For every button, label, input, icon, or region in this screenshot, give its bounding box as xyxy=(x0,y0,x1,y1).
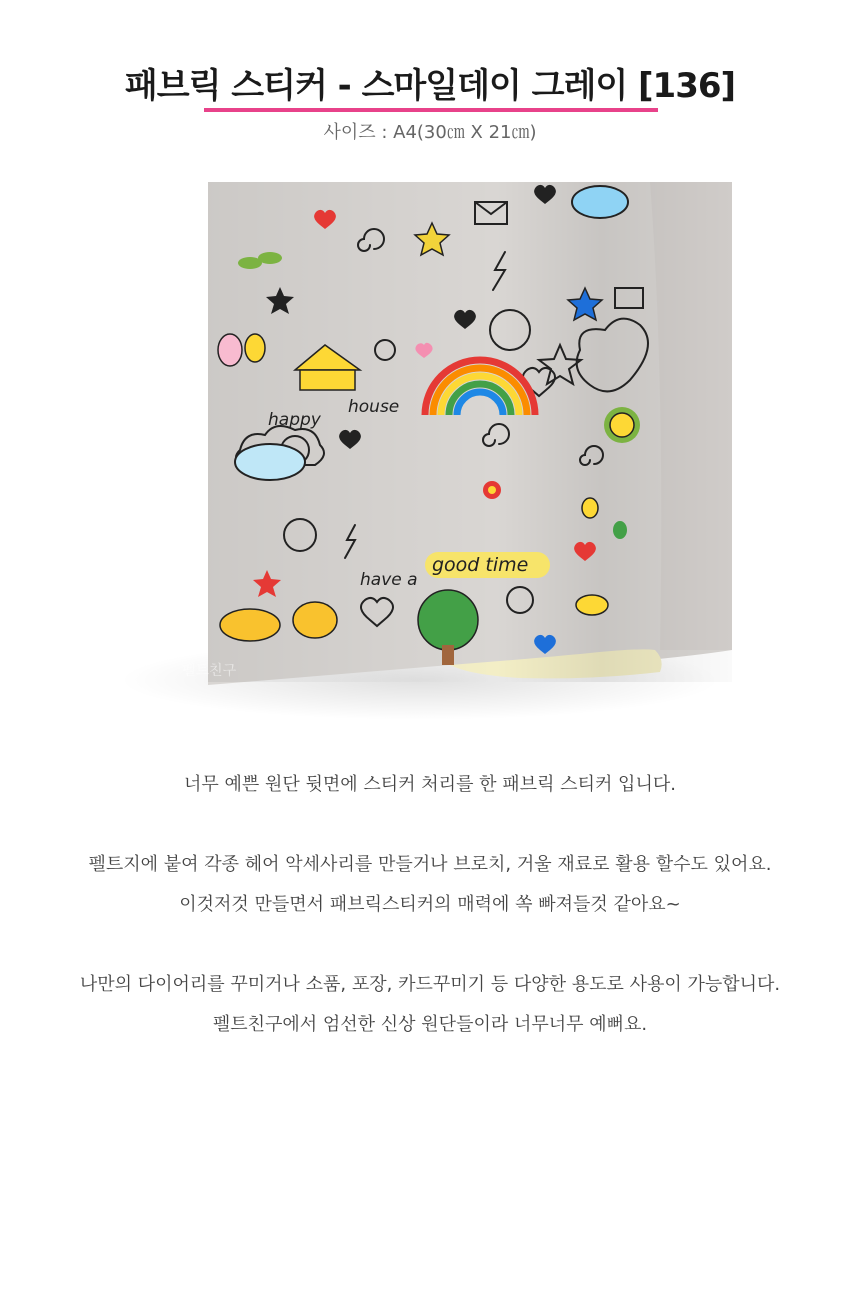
fabric-text-good-time: good time xyxy=(432,554,529,576)
product-photo xyxy=(120,180,740,720)
title-underline xyxy=(204,108,658,112)
fabric-text-have-a: have a xyxy=(360,570,418,590)
fabric-text-happy: happy xyxy=(268,410,321,430)
description-line-5: 펠트친구에서 엄선한 신상 원단들이라 너무너무 예뻐요. xyxy=(212,1014,648,1035)
description-line-3: 이것저것 만들면서 패브릭스티커의 매력에 쏙 빠져들것 같아요~ xyxy=(179,894,681,915)
description-line-4: 나만의 다이어리를 꾸미거나 소품, 포장, 카드꾸미기 등 다양한 용도로 사용이 가능합니다. xyxy=(79,974,781,995)
description-line-2: 펠트지에 붙여 각종 헤어 악세사리를 만들거나 브로치, 거울 재료로 활용 할수도 있어요. xyxy=(88,854,772,875)
product-title: 패브릭 스티커 - 스마일데이 그레이 [136] xyxy=(124,66,736,106)
watermark: 펠트친구 xyxy=(182,663,237,679)
fabric-text-house: house xyxy=(348,397,400,417)
size-label: 사이즈 : A4(30㎝ X 21㎝) xyxy=(323,122,537,143)
description-line-1: 너무 예쁜 원단 뒷면에 스티커 처리를 한 패브릭 스티커 입니다. xyxy=(184,774,676,795)
